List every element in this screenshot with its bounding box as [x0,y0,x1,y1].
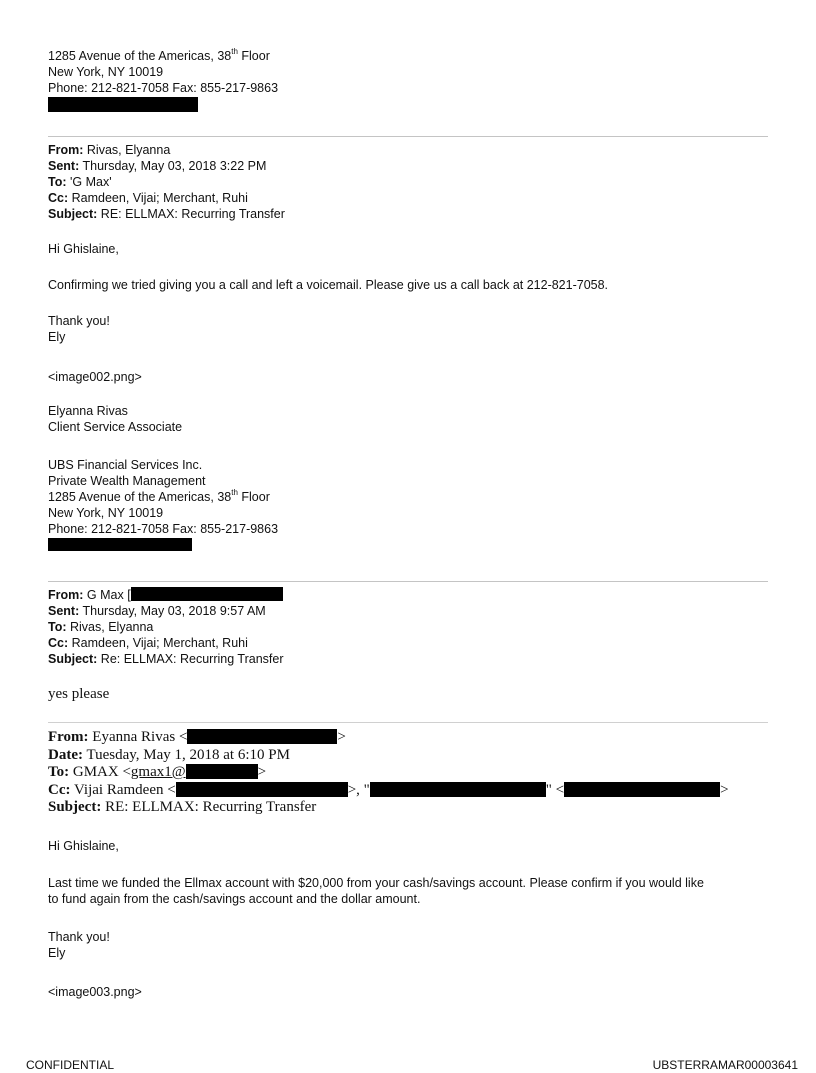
email1-signature [48,403,182,435]
sig-division: Private Wealth Management [48,474,206,488]
sig-address: 1285 Avenue of the Americas, 38th Floor [48,488,270,504]
sig-title: Client Service Associate [48,420,183,434]
email1-sign: Ely [48,330,66,344]
email3-body-line: to fund again from the cash/savings account and the dollar amount. [48,892,421,906]
redaction-bar [187,729,337,744]
sig-name: Elyanna Rivas [48,404,128,418]
email1-sent: Sent: Thursday, May 03, 2018 3:22 PM [48,159,267,173]
email3-to-link[interactable]: gmax1@ [130,764,186,780]
email3-subject: Subject: RE: ELLMAX: Recurring Transfer [48,799,317,815]
email3-sign: Ely [48,946,66,960]
email1-body: Confirming we tried giving you a call and left a voicemail. Please give us a call back at 212-821-7058. [48,278,609,292]
email3-body [48,875,778,907]
email1-subject: Subject: RE: ELLMAX: Recurring Transfer [48,207,285,221]
sig-phone: Phone: 212-821-7058 Fax: 855-217-9863 [48,522,279,536]
sig-city: New York, NY 10019 [48,506,164,520]
email1-greeting: Hi Ghislaine, [48,242,119,256]
footer-bates-number: UBSTERRAMAR00003641 [652,1058,798,1072]
email2-to: To: Rivas, Elyanna [48,620,154,634]
email3-body-line: Last time we funded the Ellmax account with $20,000 from your cash/savings account. Please confirm if you would like [48,876,704,890]
divider [48,136,768,137]
email2-sent: Sent: Thursday, May 03, 2018 9:57 AM [48,604,266,618]
redaction-bar [131,587,283,601]
email3-thanks: Thank you! [48,930,110,944]
redaction-bar [186,764,258,779]
email1-header [48,142,285,222]
divider [48,581,768,582]
email3-greeting: Hi Ghislaine, [48,839,119,853]
footer-confidential: CONFIDENTIAL [26,1058,115,1072]
email3-from: From: Eyanna Rivas < > [48,729,346,745]
email1-to: To: 'G Max' [48,175,112,189]
redaction-bar [48,97,198,112]
email1-from: From: Rivas, Elyanna [48,143,171,157]
email2-body: yes please [48,686,110,702]
divider [48,722,768,723]
email1-company-block [48,457,278,553]
email3-cc: Cc: Vijai Ramdeen < >, " " < > [48,781,729,798]
top-phone: Phone: 212-821-7058 Fax: 855-217-9863 [48,81,279,95]
email1-closing [48,313,110,345]
top-city: New York, NY 10019 [48,65,164,79]
email2-cc: Cc: Ramdeen, Vijai; Merchant, Ruhi [48,636,248,650]
email2-subject: Subject: Re: ELLMAX: Recurring Transfer [48,652,284,666]
email3-image-placeholder: <image003.png> [48,985,142,999]
email3-header [48,729,729,817]
email2-from: From: G Max [ [48,587,284,603]
top-address-line: 1285 Avenue of the Americas, 38th Floor [48,47,270,63]
email2-header [48,587,284,667]
email3-to: To: GMAX <gmax1@ > [48,764,267,780]
redaction-bar [176,782,348,797]
email3-closing [48,929,110,961]
redaction-bar [564,782,720,797]
redaction-bar [48,538,192,551]
top-signature [48,48,278,114]
email1-thanks: Thank you! [48,314,110,328]
email1-image-placeholder: <image002.png> [48,370,142,384]
sig-company: UBS Financial Services Inc. [48,458,203,472]
email3-date: Date: Tuesday, May 1, 2018 at 6:10 PM [48,746,290,763]
email1-cc: Cc: Ramdeen, Vijai; Merchant, Ruhi [48,191,248,205]
redaction-bar [370,782,546,797]
